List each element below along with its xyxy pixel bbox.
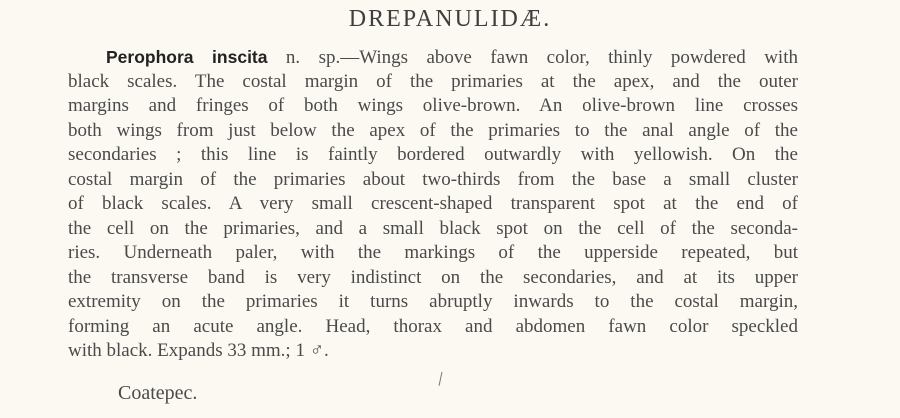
description-line-9: ries. Underneath paler, with the markings of the upperside repeated, but	[68, 242, 798, 263]
locality: Coatepec.	[118, 382, 198, 404]
species-description	[68, 45, 798, 364]
description-line-4: both wings from just below the apex of the primaries to the anal angle of the	[68, 119, 798, 141]
description-line-6: costal margin of the primaries about two-thirds from the base a small cluster	[68, 168, 798, 190]
description-line-1	[68, 45, 798, 70]
family-heading: DREPANULIDÆ.	[348, 6, 552, 32]
description-text-1: n. sp.—Wings above fawn color, thinly powdered with	[267, 47, 798, 68]
description-line-2: black scales. The costal margin of the primaries at the apex, and the outer	[68, 70, 798, 92]
description-line-12: forming an acute angle. Head, thorax and abdomen fawn color speckled	[68, 315, 798, 337]
description-line-10: the transverse band is very indistinct on the secondaries, and at its upper	[68, 266, 798, 288]
description-line-8: the cell on the primaries, and a small black spot on the cell of the seconda-	[68, 217, 798, 239]
description-line-7: of black scales. A very small crescent-shaped transparent spot at the end of	[68, 193, 798, 214]
stray-pencil-mark	[439, 372, 444, 386]
description-line-5: secondaries ; this line is faintly bordered outwardly with yellowish. On the	[68, 144, 798, 165]
species-name: Perophora inscita	[106, 47, 268, 67]
description-line-3: margins and fringes of both wings olive-brown. An olive-brown line crosses	[68, 95, 798, 116]
description-line-11: extremity on the primaries it turns abruptly inwards to the costal margin,	[68, 291, 798, 312]
description-line-13: with black. Expands 33 mm.; 1 ♂.	[68, 340, 329, 361]
